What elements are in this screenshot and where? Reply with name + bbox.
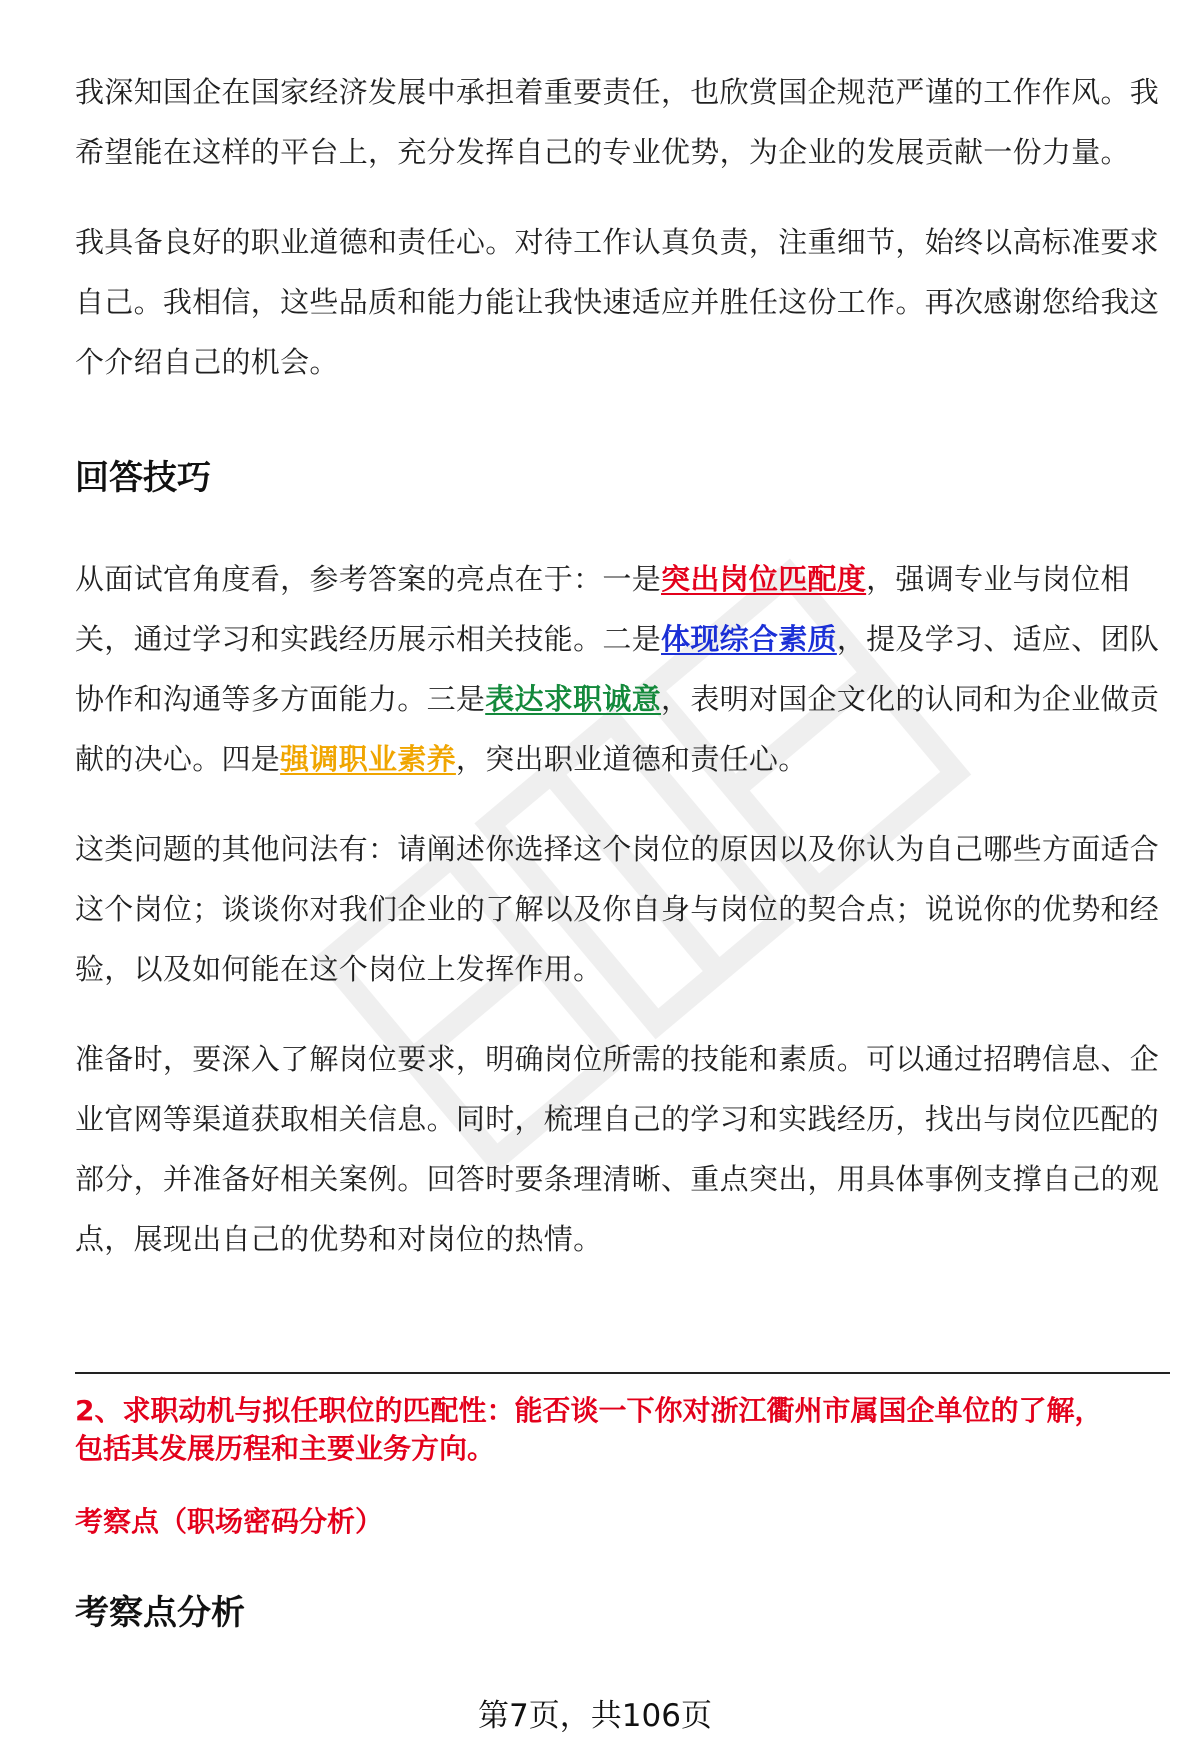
section-divider	[75, 1372, 1170, 1374]
exam-analysis-heading: 考察点分析	[75, 1593, 245, 1633]
preparation-paragraph: 准备时，要深入了解岗位要求，明确岗位所需的技能和素质。可以通过招聘信息、企业官网等渠道获取相关信息。同时，梳理自己的学习和实践经历，找出与岗位匹配的部分，并准备好相关案例。回答时要条理清晰、重点突出，用具体事例支撑自己的观点，展现出自己的优势和对岗位的热情。	[75, 1042, 1160, 1256]
highlight-overall-quality: 体现综合素质	[661, 622, 837, 656]
exam-point-label: 考察点（职场密码分析）	[75, 1505, 384, 1538]
question-title: 2、求职动机与拟任职位的匹配性：能否谈一下你对浙江衢州市属国企单位的了解，包括其发展历程和主要业务方向。	[75, 1394, 1103, 1465]
highlight-job-match: 突出岗位匹配度	[661, 562, 867, 596]
tips-text-3: ，提及学习、适应、团队协作和沟通等多方面能力。三是	[75, 622, 1160, 716]
tips-text-5: ，突出职业道德和责任心。	[455, 742, 808, 776]
intro-paragraph-1: 我深知国企在国家经济发展中承担着重要责任，也欣赏国企规范严谨的工作作风。我希望能在这样的平台上，充分发挥自己的专业优势，为企业的发展贡献一份力量。	[75, 75, 1160, 169]
highlight-sincerity: 表达求职诚意	[485, 682, 662, 716]
tips-text-4: ，表明对国企文化的认同和为企业做贡献的决心。四是	[75, 682, 1160, 776]
other-ways-paragraph: 这类问题的其他问法有：请阐述你选择这个岗位的原因以及你认为自己哪些方面适合这个岗位；谈谈你对我们企业的了解以及你自身与岗位的契合点；说说你的优势和经验，以及如何能在这个岗位上发挥作用。	[75, 832, 1160, 986]
intro-paragraph-2: 我具备良好的职业道德和责任心。对待工作认真负责，注重细节，始终以高标准要求自己。我相信，这些品质和能力能让我快速适应并胜任这份工作。再次感谢您给我这个介绍自己的机会。	[75, 225, 1160, 379]
tips-heading: 回答技巧	[75, 458, 211, 498]
tips-text-1: 从面试官角度看，参考答案的亮点在于：一是	[75, 562, 662, 596]
highlight-professionalism: 强调职业素养	[280, 742, 456, 776]
tips-paragraph	[75, 549, 1170, 789]
tips-text-2: ，强调专业与岗位相关，通过学习和实践经历展示相关技能。二是	[75, 562, 1130, 656]
document-body	[75, 62, 1170, 1299]
page-number-footer: 第7页，共106页	[478, 1698, 712, 1734]
